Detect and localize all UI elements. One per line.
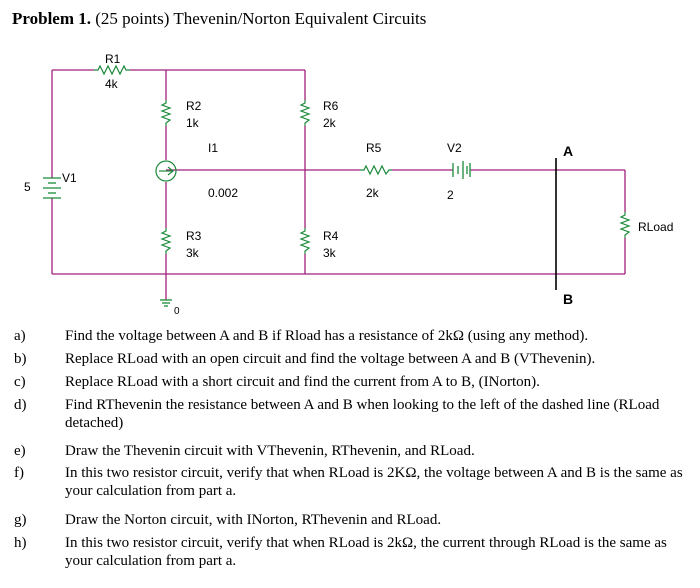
resistor-rload	[621, 212, 629, 238]
v1-name: V1	[62, 171, 77, 185]
r1-name: R1	[105, 52, 121, 66]
i1-name: I1	[208, 141, 219, 155]
question-letter: f)	[14, 465, 24, 481]
node-a-label: A	[563, 143, 574, 159]
r4-value: 3k	[323, 246, 336, 260]
question-text: In this two resistor circuit, verify that when RLoad is 2kΩ, the current through RLoad is the same as your calculation from part a.	[65, 535, 667, 569]
r6-name: R6	[323, 99, 339, 113]
node-b-label: B	[563, 291, 574, 307]
resistor-r2	[162, 100, 170, 126]
problem-subtitle: (25 points) Thevenin/Norton Equivalent Circuits	[95, 9, 427, 28]
question-letter: g)	[14, 512, 27, 528]
v2-value: 2	[447, 188, 454, 202]
r5-name: R5	[366, 141, 382, 155]
ground-label: 0	[174, 306, 180, 317]
question-letter: d)	[14, 397, 27, 413]
problem-number: Problem 1.	[12, 9, 92, 28]
i1-value: 0.002	[208, 186, 239, 200]
question-text: In this two resistor circuit, verify that when RLoad is 2KΩ, the voltage between A and B is the same as your calculation from part a.	[65, 465, 683, 499]
question-text: Replace RLoad with an open circuit and find the voltage between A and B (VThevenin).	[65, 351, 596, 367]
question-letter: e)	[14, 443, 26, 459]
ground-symbol	[160, 300, 172, 306]
resistor-r4	[301, 228, 309, 254]
resistor-r5	[360, 166, 392, 174]
r1-value: 4k	[105, 77, 118, 91]
current-source-i1	[156, 161, 176, 181]
question-text: Find the voltage between A and B if Rload has a resistance of 2kΩ (using any method).	[65, 328, 589, 344]
resistor-r6	[301, 100, 309, 126]
question-letter: c)	[14, 374, 26, 390]
voltage-source-v2	[453, 161, 470, 179]
question-text: Draw the Thevenin circuit with VThevenin, RThevenin, and RLoad.	[65, 443, 475, 459]
r6-value: 2k	[323, 116, 336, 130]
r2-value: 1k	[186, 116, 199, 130]
question-text: Replace RLoad with a short circuit and find the current from A to B, (INorton).	[65, 374, 540, 390]
resistor-r3	[162, 228, 170, 254]
rload-label: RLoad	[638, 220, 674, 234]
question-letter: a)	[14, 328, 26, 344]
question-text: Find RThevenin the resistance between A and B when looking to the left of the dashed line (RLoad detached)	[65, 397, 660, 431]
r4-name: R4	[323, 229, 339, 243]
circuit-wires	[52, 70, 625, 300]
v2-name: V2	[447, 141, 462, 155]
question-letter: h)	[14, 535, 27, 551]
question-text: Draw the Norton circuit, with INorton, RThevenin and RLoad.	[65, 512, 442, 528]
r2-name: R2	[186, 99, 202, 113]
voltage-source-v1	[43, 178, 61, 198]
resistor-r1	[94, 66, 130, 74]
r3-value: 3k	[186, 246, 199, 260]
r3-name: R3	[186, 229, 202, 243]
v1-value: 5	[24, 180, 31, 194]
r5-value: 2k	[366, 186, 379, 200]
question-letter: b)	[14, 351, 27, 367]
